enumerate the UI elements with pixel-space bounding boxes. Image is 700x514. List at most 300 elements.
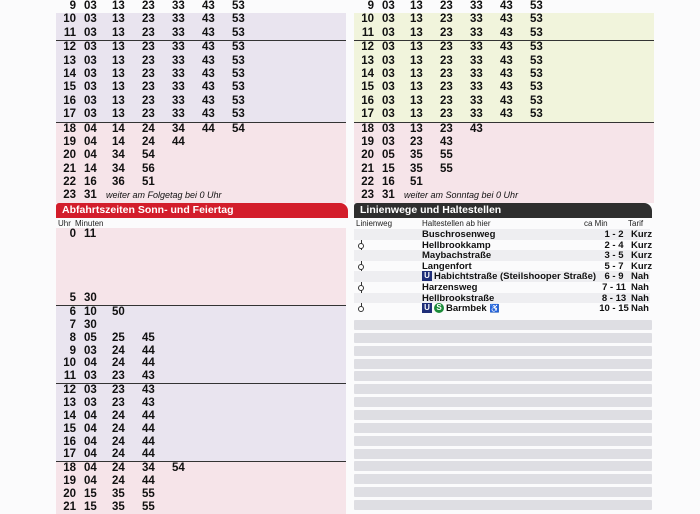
empty-row	[354, 410, 652, 420]
minute-cell: 13	[410, 13, 423, 26]
minute-cell: 23	[440, 67, 453, 80]
minute-cell: 14	[112, 135, 125, 148]
empty-row	[354, 333, 652, 343]
hour-cell: 21	[361, 162, 374, 175]
minute-cell: 43	[202, 54, 215, 67]
stop-row	[354, 260, 653, 272]
stop-name: Buschrosenweg	[422, 229, 496, 240]
col-minuten-label: Minuten	[75, 219, 104, 228]
timetable-row	[354, 40, 654, 54]
minute-cell: 54	[142, 149, 155, 162]
minute-cell: 33	[172, 41, 185, 54]
minute-cell: 53	[232, 26, 245, 39]
col-uhr-label: Uhr	[58, 219, 71, 228]
sunday-section-header	[56, 203, 348, 218]
tarif-cell: Kurz	[631, 229, 653, 240]
hour-cell: 19	[63, 475, 76, 488]
timetable-row	[56, 189, 346, 202]
empty-row	[354, 474, 652, 484]
minute-cell: 23	[440, 54, 453, 67]
hour-cell: 13	[361, 54, 374, 67]
minute-cell: 23	[142, 41, 155, 54]
timetable-row	[56, 383, 346, 397]
timetable-row	[354, 149, 654, 162]
timetable-row	[56, 488, 346, 501]
timetable-row	[354, 136, 654, 149]
minute-cell: 03	[84, 108, 97, 121]
minute-cell: 23	[440, 26, 453, 39]
minute-cell: 04	[84, 357, 97, 370]
hour-cell: 14	[63, 67, 76, 80]
minute-cell: 23	[440, 81, 453, 94]
minute-cell: 53	[232, 67, 245, 80]
minute-cell: 43	[500, 26, 513, 39]
minute-cell: 34	[172, 122, 185, 135]
minute-cell: 13	[112, 108, 125, 121]
minute-cell: 53	[530, 81, 543, 94]
minute-cell: 43	[202, 13, 215, 26]
timetable-row	[354, 122, 654, 136]
hour-cell: 13	[63, 396, 76, 409]
u-bahn-icon: U	[422, 303, 432, 313]
minute-cell: 13	[112, 13, 125, 26]
hour-cell: 15	[63, 422, 76, 435]
minute-cell: 13	[112, 81, 125, 94]
hour-cell: 7	[69, 318, 76, 331]
hour-cell: 14	[63, 409, 76, 422]
minute-cell: 53	[530, 54, 543, 67]
hour-cell: 16	[63, 435, 76, 448]
minute-cell: 03	[84, 370, 97, 383]
minute-cell: 13	[112, 94, 125, 107]
tarif-cell: Nah	[631, 282, 649, 293]
minute-cell: 35	[112, 487, 125, 500]
minute-cell: 23	[142, 0, 155, 12]
timetable-row	[354, 55, 654, 68]
minute-cell: 43	[202, 0, 215, 12]
minute-cell: 04	[84, 475, 97, 488]
minute-cell: 13	[112, 26, 125, 39]
hour-cell: 12	[63, 41, 76, 54]
minute-cell: 24	[112, 448, 125, 461]
minute-cell: 24	[142, 122, 155, 135]
minute-cell: 51	[410, 176, 423, 189]
minute-cell: 03	[382, 67, 395, 80]
route-section-title: Linienwege und Haltestellen	[360, 204, 502, 216]
timetable-row	[354, 13, 654, 26]
hour-cell: 14	[361, 67, 374, 80]
minute-cell: 33	[172, 54, 185, 67]
timetable-row	[56, 461, 346, 475]
wheelchair-icon: ♿	[489, 304, 500, 314]
minute-cell: 53	[232, 41, 245, 54]
hour-cell: 13	[63, 54, 76, 67]
minute-cell: 43	[142, 384, 155, 397]
timetable-row	[354, 108, 654, 121]
stop-name: Hellbrookkamp	[422, 239, 491, 251]
minute-cell: 03	[84, 384, 97, 397]
minute-cell: 44	[142, 422, 155, 435]
minute-cell: 33	[470, 81, 483, 94]
empty-row	[354, 371, 652, 381]
empty-row	[354, 487, 652, 497]
minute-cell: 24	[112, 409, 125, 422]
minute-cell: 54	[172, 462, 185, 475]
timetable-row	[354, 81, 654, 94]
travel-minutes-cell: 1 - 2	[604, 229, 624, 240]
minute-cell: 53	[232, 13, 245, 26]
hour-cell: 23	[63, 189, 76, 202]
minute-cell: 33	[470, 41, 483, 54]
minute-cell: 23	[142, 67, 155, 80]
tarif-cell: Kurz	[631, 260, 653, 272]
hour-cell: 9	[69, 344, 76, 357]
minute-cell: 23	[440, 13, 453, 26]
minute-cell: 43	[202, 108, 215, 121]
minute-cell: 03	[382, 122, 395, 135]
timetable-row	[56, 305, 346, 319]
minute-cell: 03	[84, 26, 97, 39]
hour-cell: 9	[69, 0, 76, 12]
empty-row	[354, 436, 652, 446]
minute-cell: 23	[112, 370, 125, 383]
hour-cell: 17	[63, 108, 76, 121]
minute-cell: 33	[172, 67, 185, 80]
minute-cell: 43	[500, 94, 513, 107]
minute-cell: 33	[172, 94, 185, 107]
minute-cell: 33	[172, 26, 185, 39]
hour-cell: 17	[361, 108, 374, 121]
col-haltestellen-label: Haltestellen ab hier	[422, 219, 491, 228]
minute-cell: 15	[84, 487, 97, 500]
minute-cell: 43	[470, 122, 483, 135]
minute-cell: 23	[142, 54, 155, 67]
minute-cell: 44	[142, 344, 155, 357]
tarif-cell: Kurz	[631, 239, 653, 251]
minute-cell: 43	[500, 67, 513, 80]
minute-cell: 55	[142, 500, 155, 513]
stop-name-cell	[422, 261, 472, 272]
col-tarif-label: Tarif	[628, 219, 644, 228]
hour-cell: 23	[361, 189, 374, 202]
stop-row	[354, 250, 653, 262]
minute-cell: 04	[84, 135, 97, 148]
sunday-timetable	[56, 228, 346, 514]
minute-cell: 44	[142, 357, 155, 370]
hour-cell: 16	[361, 94, 374, 107]
stop-row	[354, 293, 650, 304]
minute-cell: 53	[232, 108, 245, 121]
minute-cell: 03	[84, 54, 97, 67]
minute-cell: 33	[470, 13, 483, 26]
hour-cell: 15	[63, 81, 76, 94]
timetable-row	[56, 436, 346, 449]
hour-cell: 21	[63, 500, 76, 513]
minute-cell: 11	[84, 228, 97, 240]
minute-cell: 33	[172, 0, 185, 12]
minute-cell: 24	[142, 135, 155, 148]
stop-row	[354, 239, 653, 251]
timetable-row	[56, 176, 346, 189]
minute-cell: 54	[232, 122, 245, 135]
minute-cell: 53	[232, 81, 245, 94]
minute-cell: 53	[530, 108, 543, 121]
minute-cell: 33	[470, 94, 483, 107]
minute-cell: 24	[112, 422, 125, 435]
travel-minutes-cell: 2 - 4	[604, 239, 624, 251]
minute-cell: 03	[382, 41, 395, 54]
minute-cell: 03	[84, 0, 97, 12]
minute-cell: 13	[410, 26, 423, 39]
minute-cell: 23	[142, 26, 155, 39]
minute-cell: 55	[142, 487, 155, 500]
minute-cell: 35	[410, 149, 423, 162]
minute-cell: 14	[84, 162, 97, 175]
timetable-row	[56, 501, 346, 514]
travel-minutes-cell: 6 - 9	[604, 271, 624, 283]
stop-row	[354, 303, 650, 314]
minute-cell: 45	[142, 331, 155, 344]
minute-cell: 03	[382, 81, 395, 94]
tarif-cell: Nah	[631, 271, 649, 283]
stop-row	[354, 229, 653, 240]
timetable-row	[56, 397, 346, 410]
minute-cell: 15	[84, 500, 97, 513]
travel-minutes-cell: 10 - 15	[599, 303, 629, 315]
timetable-row	[56, 81, 346, 94]
minute-cell: 44	[142, 435, 155, 448]
hour-cell: 16	[63, 94, 76, 107]
minute-cell: 04	[84, 149, 97, 162]
hour-cell: 18	[361, 122, 374, 135]
col-linienweg-label: Linienweg	[356, 219, 393, 228]
minute-cell: 13	[112, 41, 125, 54]
minute-cell: 24	[112, 475, 125, 488]
minute-cell: 13	[410, 94, 423, 107]
minute-cell: 03	[84, 41, 97, 54]
hour-cell: 11	[63, 370, 76, 383]
hour-cell: 20	[361, 149, 374, 162]
travel-minutes-cell: 7 - 11	[602, 282, 626, 293]
hour-cell: 17	[63, 448, 76, 461]
stop-name-cell	[422, 303, 500, 314]
timetable-row	[56, 13, 346, 26]
timetable-row	[56, 410, 346, 423]
stop-name-cell	[422, 229, 495, 240]
hour-cell: 10	[361, 13, 374, 26]
u-bahn-icon: U	[422, 271, 432, 281]
hour-cell: 11	[361, 26, 374, 39]
minute-cell: 04	[84, 422, 97, 435]
hour-cell: 8	[69, 331, 76, 344]
minute-cell: 55	[440, 149, 453, 162]
timetable-row	[56, 55, 346, 68]
hour-cell: 22	[361, 176, 374, 189]
minute-cell: 33	[172, 13, 185, 26]
timetable-row	[56, 149, 346, 162]
stop-name: Habichtstraße (Steilshooper Straße)	[434, 271, 597, 283]
empty-row	[354, 359, 652, 369]
minute-cell: 55	[440, 162, 453, 175]
minute-cell: 03	[382, 54, 395, 67]
tarif-cell: Nah	[631, 303, 649, 315]
hour-cell: 10	[63, 357, 76, 370]
minute-cell: 43	[142, 370, 155, 383]
route-section-header	[354, 203, 652, 218]
minute-cell: 13	[112, 0, 125, 12]
minute-cell: 43	[500, 54, 513, 67]
timetable-row	[56, 267, 346, 280]
minute-cell: 05	[382, 149, 395, 162]
hour-cell: 21	[63, 162, 76, 175]
minute-cell: 33	[470, 26, 483, 39]
minute-cell: 25	[112, 331, 125, 344]
timetable-row	[354, 68, 654, 81]
minute-cell: 04	[84, 409, 97, 422]
minute-cell: 13	[410, 0, 423, 12]
hour-cell: 12	[63, 384, 76, 397]
minute-cell: 23	[142, 81, 155, 94]
empty-row	[354, 384, 652, 394]
minute-cell: 33	[470, 54, 483, 67]
minute-cell: 03	[382, 0, 395, 12]
timetable-row	[56, 241, 346, 254]
minute-cell: 24	[112, 435, 125, 448]
minute-cell: 13	[112, 67, 125, 80]
empty-row	[354, 397, 652, 407]
minute-cell: 36	[112, 176, 125, 189]
minute-cell: 23	[112, 384, 125, 397]
minute-cell: 13	[410, 41, 423, 54]
minute-cell: 16	[382, 176, 395, 189]
hour-cell: 20	[63, 487, 76, 500]
tarif-cell: Nah	[631, 292, 649, 304]
minute-cell: 23	[440, 94, 453, 107]
minute-cell: 43	[500, 81, 513, 94]
minute-cell: 33	[470, 67, 483, 80]
hour-cell: 11	[63, 26, 76, 39]
minute-cell: 53	[530, 94, 543, 107]
minute-cell: 05	[84, 331, 97, 344]
minute-cell: 43	[202, 67, 215, 80]
travel-minutes-cell: 8 - 13	[601, 292, 627, 304]
col-ca-min-label: ca Min	[584, 219, 608, 228]
minute-cell: 34	[142, 462, 155, 475]
minute-cell: 43	[202, 94, 215, 107]
stop-name: Maybachstraße	[422, 250, 492, 262]
timetable-row	[56, 254, 346, 267]
minute-cell: 44	[202, 122, 215, 135]
timetable-row	[56, 319, 346, 332]
minute-cell: 04	[84, 122, 97, 135]
minute-cell: 33	[172, 81, 185, 94]
minute-cell: 03	[84, 396, 97, 409]
timetable-row	[56, 0, 346, 13]
minute-cell: 44	[142, 475, 155, 488]
timetable-row	[56, 345, 346, 358]
minute-cell: 13	[410, 108, 423, 121]
minute-cell: 33	[172, 108, 185, 121]
minute-cell: 13	[410, 67, 423, 80]
hour-cell: 20	[63, 149, 76, 162]
timetable-row	[56, 332, 346, 345]
timetable-row	[56, 448, 346, 461]
stop-name: Hellbrookstraße	[422, 292, 495, 304]
timetable-row	[56, 122, 346, 136]
minute-cell: 13	[410, 54, 423, 67]
timetable-row	[56, 475, 346, 488]
minute-cell: 03	[84, 94, 97, 107]
timetable-row	[354, 163, 654, 176]
minute-cell: 53	[232, 0, 245, 12]
minute-cell: 43	[500, 0, 513, 12]
minute-cell: 23	[440, 108, 453, 121]
minute-cell: 34	[112, 149, 125, 162]
minute-cell: 43	[440, 135, 453, 148]
minute-cell: 24	[112, 344, 125, 357]
hour-cell: 22	[63, 176, 76, 189]
stop-name: Langenfort	[422, 260, 472, 272]
hour-cell: 18	[63, 462, 76, 475]
minute-cell: 15	[382, 162, 395, 175]
minute-cell: 43	[202, 26, 215, 39]
stop-name-cell	[422, 250, 491, 261]
travel-minutes-cell: 3 - 5	[604, 250, 624, 262]
s-bahn-icon: S	[434, 303, 444, 313]
saturday-timetable	[354, 0, 654, 203]
minute-cell: 23	[112, 396, 125, 409]
minute-cell: 03	[382, 108, 395, 121]
minute-cell: 23	[440, 122, 453, 135]
hour-cell: 0	[69, 228, 76, 240]
weekday-timetable	[56, 0, 346, 203]
minute-cell: 03	[84, 67, 97, 80]
minute-cell: 43	[500, 108, 513, 121]
minute-cell: 30	[84, 318, 97, 331]
minute-cell: 53	[530, 0, 543, 12]
minute-cell: 43	[500, 13, 513, 26]
minute-cell: 44	[172, 135, 185, 148]
hour-cell: 5	[69, 292, 76, 305]
minute-cell: 23	[440, 41, 453, 54]
timetable-row	[56, 279, 346, 292]
minute-cell: 44	[142, 448, 155, 461]
minute-cell: 04	[84, 435, 97, 448]
minute-cell: 13	[112, 54, 125, 67]
minute-cell: 53	[232, 54, 245, 67]
minute-cell: 43	[202, 41, 215, 54]
minute-cell: 34	[112, 162, 125, 175]
hour-cell: 18	[63, 122, 76, 135]
stop-name-cell	[422, 240, 491, 251]
empty-row	[354, 423, 652, 433]
minute-cell: 31	[84, 189, 97, 202]
minute-cell: 04	[84, 448, 97, 461]
empty-row	[354, 500, 652, 510]
minute-cell: 10	[84, 306, 97, 319]
travel-minutes-cell: 5 - 7	[604, 260, 624, 272]
hour-cell: 9	[367, 0, 374, 12]
minute-cell: 23	[142, 108, 155, 121]
minute-cell: 03	[382, 135, 395, 148]
hour-cell: 19	[63, 135, 76, 148]
minute-cell: 30	[84, 292, 97, 305]
minute-cell: 24	[112, 462, 125, 475]
stop-row	[354, 282, 650, 293]
hour-cell: 15	[361, 81, 374, 94]
minute-cell: 03	[382, 13, 395, 26]
timetable-row	[354, 95, 654, 108]
